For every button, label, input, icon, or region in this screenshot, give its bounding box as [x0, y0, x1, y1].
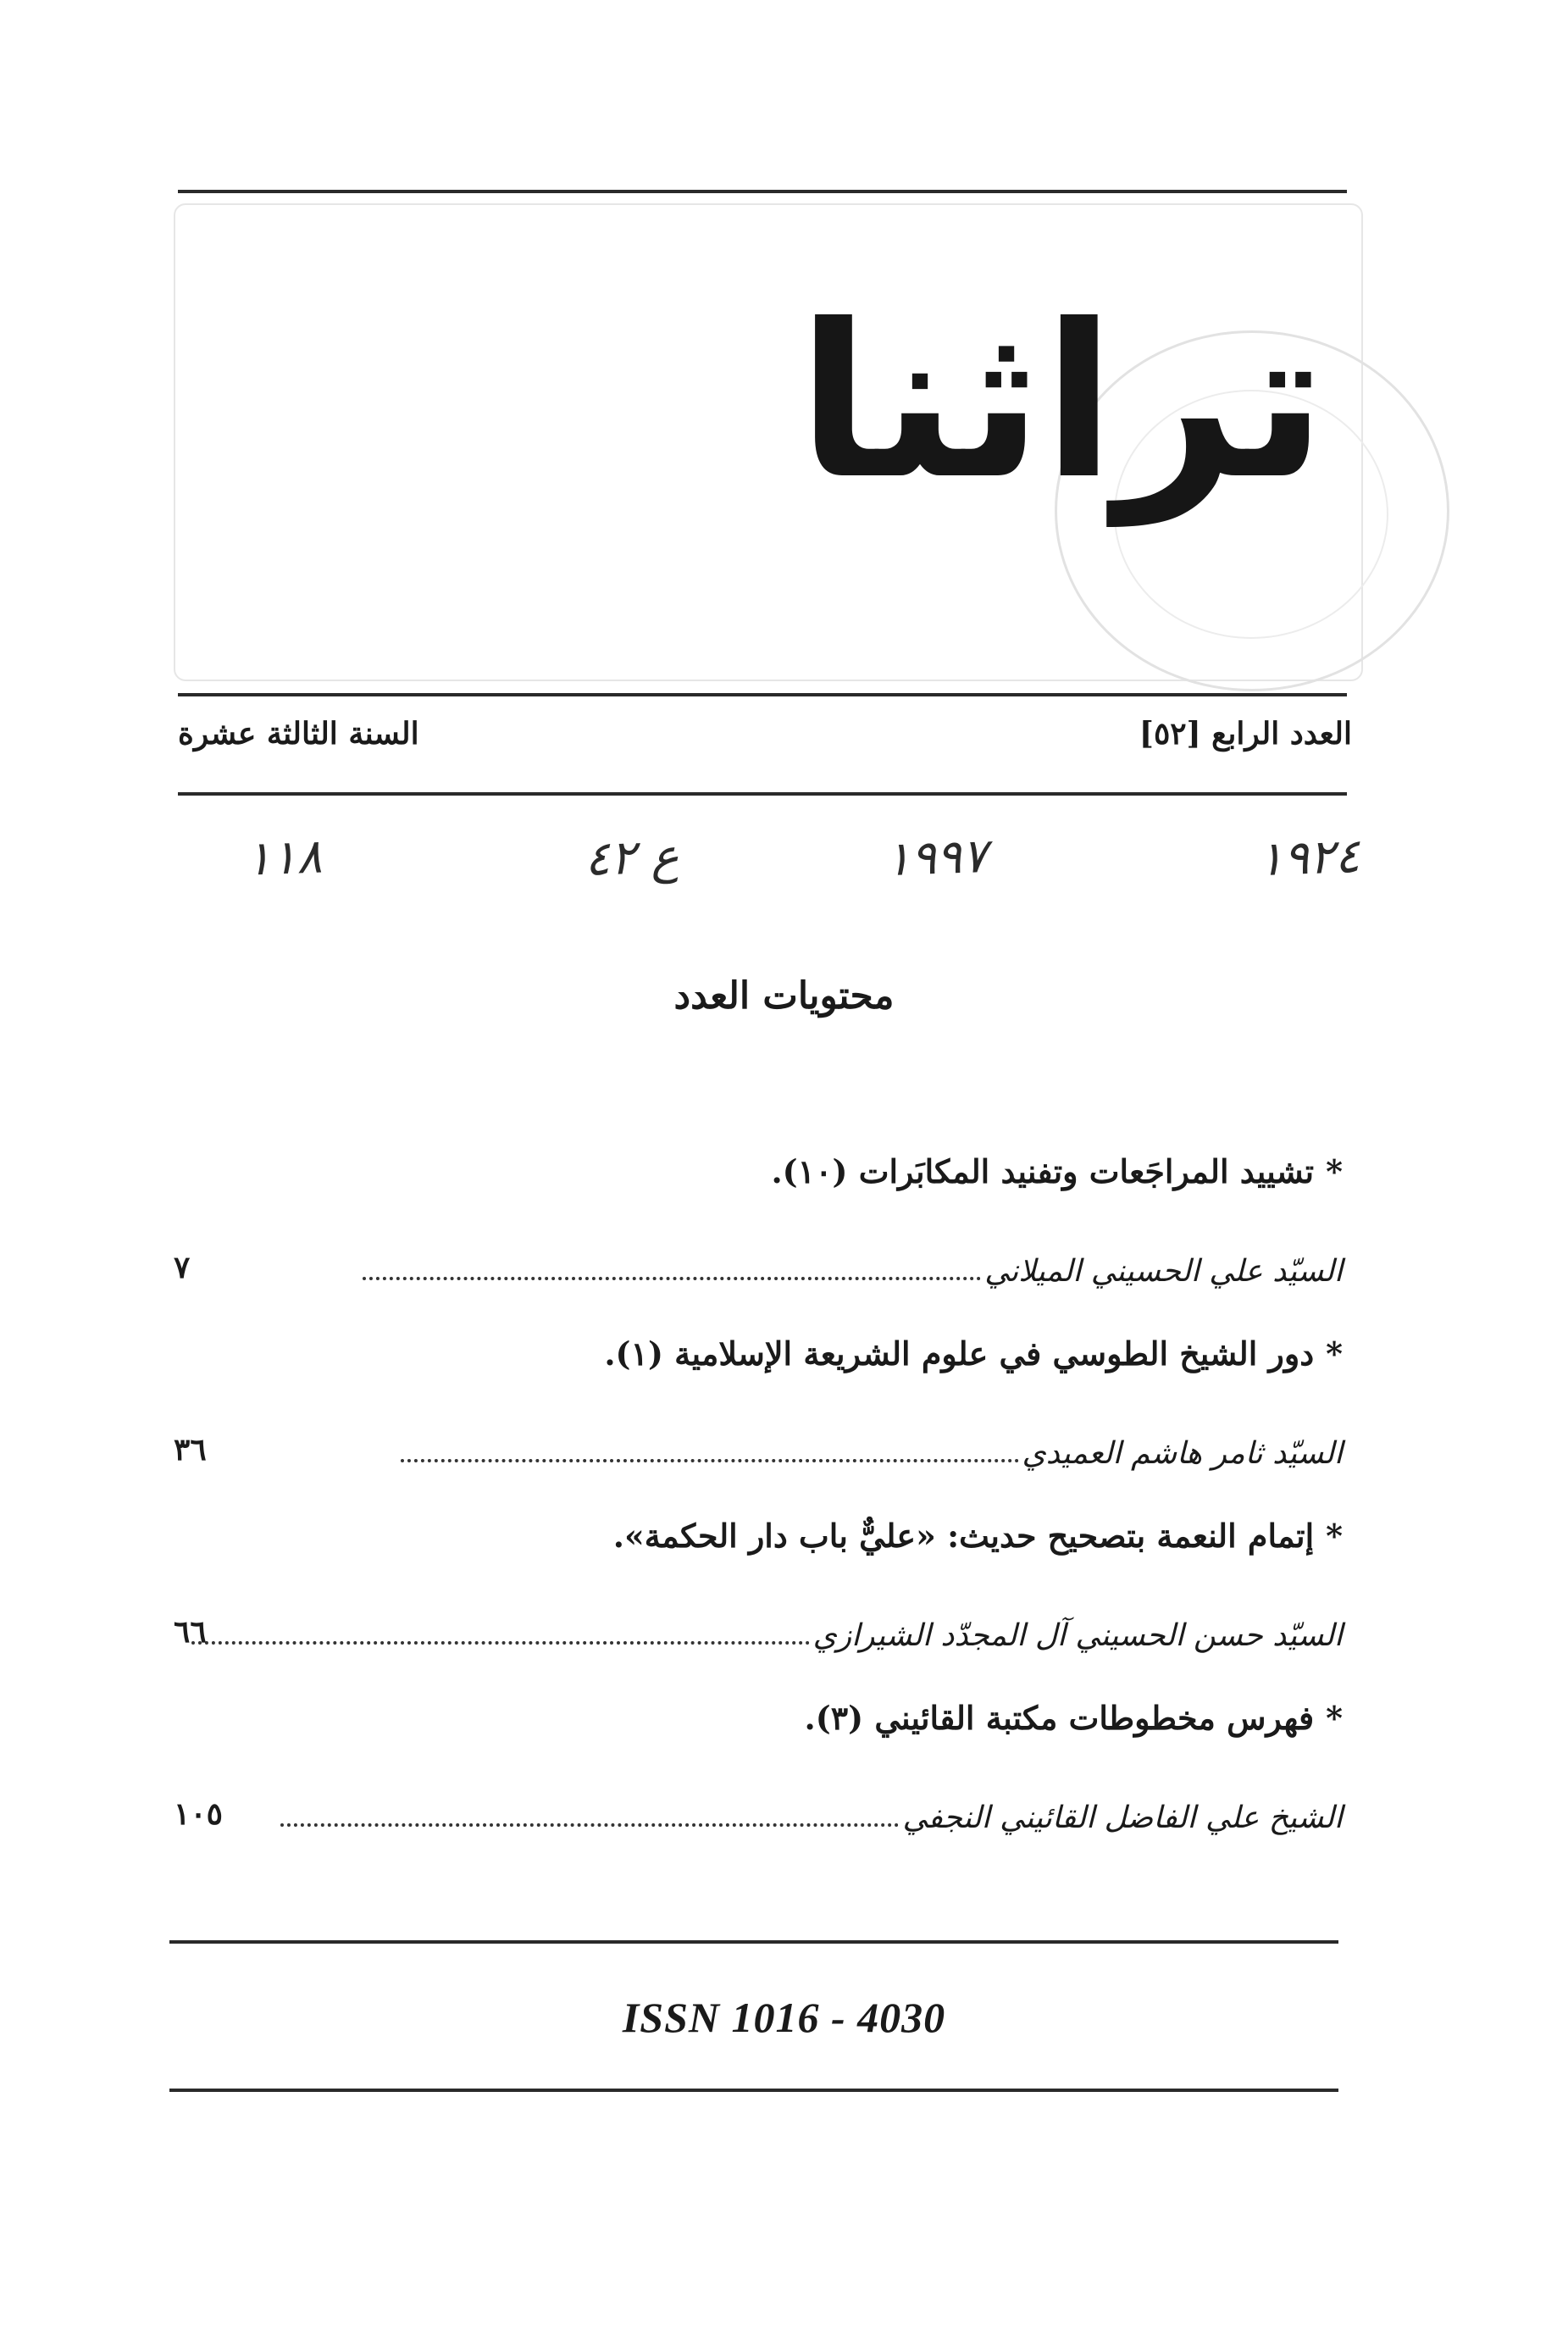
- asterisk-icon: *: [1326, 1517, 1343, 1555]
- toc-entry-page: ٣٦: [174, 1432, 207, 1467]
- dot-leader: [191, 1641, 810, 1645]
- top-rule: [178, 190, 1347, 193]
- handwritten-note-1: ١٩٢٤: [1256, 828, 1361, 888]
- toc-entry: [174, 1334, 1343, 1517]
- issue-bottom-rule: [178, 792, 1347, 796]
- toc-entry-title: *إتمام النعمة بتصحيح حديث: «عليٌّ باب دار الحكمة».: [612, 1517, 1343, 1555]
- footer-bottom-rule: [169, 2089, 1338, 2092]
- toc-entry-title: *فهرس مخطوطات مكتبة القائيني (٣).: [804, 1699, 1343, 1737]
- toc-entry: [174, 1517, 1343, 1699]
- toc-author-line: [174, 1606, 1343, 1653]
- toc-entry-author: السيّد علي الحسيني الميلاني: [984, 1254, 1343, 1289]
- handwritten-note-3: ع ٤٢: [583, 829, 680, 887]
- table-of-contents: [174, 1152, 1343, 1881]
- issue-year: السنة الثالثة عشرة: [178, 716, 419, 752]
- toc-entry: [174, 1152, 1343, 1334]
- asterisk-icon: *: [1326, 1334, 1343, 1373]
- toc-entry-page: ١٠٥: [174, 1796, 224, 1832]
- issn-number: ISSN 1016 - 4030: [622, 1994, 946, 2041]
- handwritten-note-2: ١٩٩٧: [884, 828, 989, 888]
- journal-title: تراثنا: [797, 279, 1327, 525]
- dot-leader: [363, 1277, 981, 1280]
- toc-author-line: [174, 1423, 1343, 1471]
- toc-entry-author: الشيخ علي الفاضل القائيني النجفي: [902, 1800, 1343, 1835]
- toc-entry-page: ٧: [174, 1250, 191, 1285]
- toc-entry-page: ٦٦: [174, 1614, 207, 1650]
- dot-leader: [401, 1459, 1019, 1462]
- toc-author-line: [174, 1241, 1343, 1289]
- issue-top-rule: [178, 693, 1347, 696]
- toc-entry-author: السيّد حسن الحسيني آل المجدّد الشيرازي: [812, 1618, 1343, 1653]
- footer-top-rule: [169, 1940, 1338, 1944]
- toc-entry-title: *تشييد المراجَعات وتفنيد المكابَرات (١٠).: [771, 1152, 1343, 1190]
- toc-author-line: [174, 1788, 1343, 1835]
- issue-number: العدد الرابع [٥٢]: [1139, 716, 1352, 752]
- toc-entry: [174, 1699, 1343, 1881]
- toc-entry-title: *دور الشيخ الطوسي في علوم الشريعة الإسلامية (١).: [604, 1334, 1343, 1373]
- toc-entry-author: السيّد ثامر هاشم العميدي: [1022, 1436, 1343, 1471]
- asterisk-icon: *: [1326, 1152, 1343, 1190]
- contents-heading: محتويات العدد: [673, 974, 895, 1018]
- handwritten-note-4: ١١٨: [244, 829, 324, 887]
- asterisk-icon: *: [1326, 1699, 1343, 1737]
- dot-leader: [280, 1823, 899, 1827]
